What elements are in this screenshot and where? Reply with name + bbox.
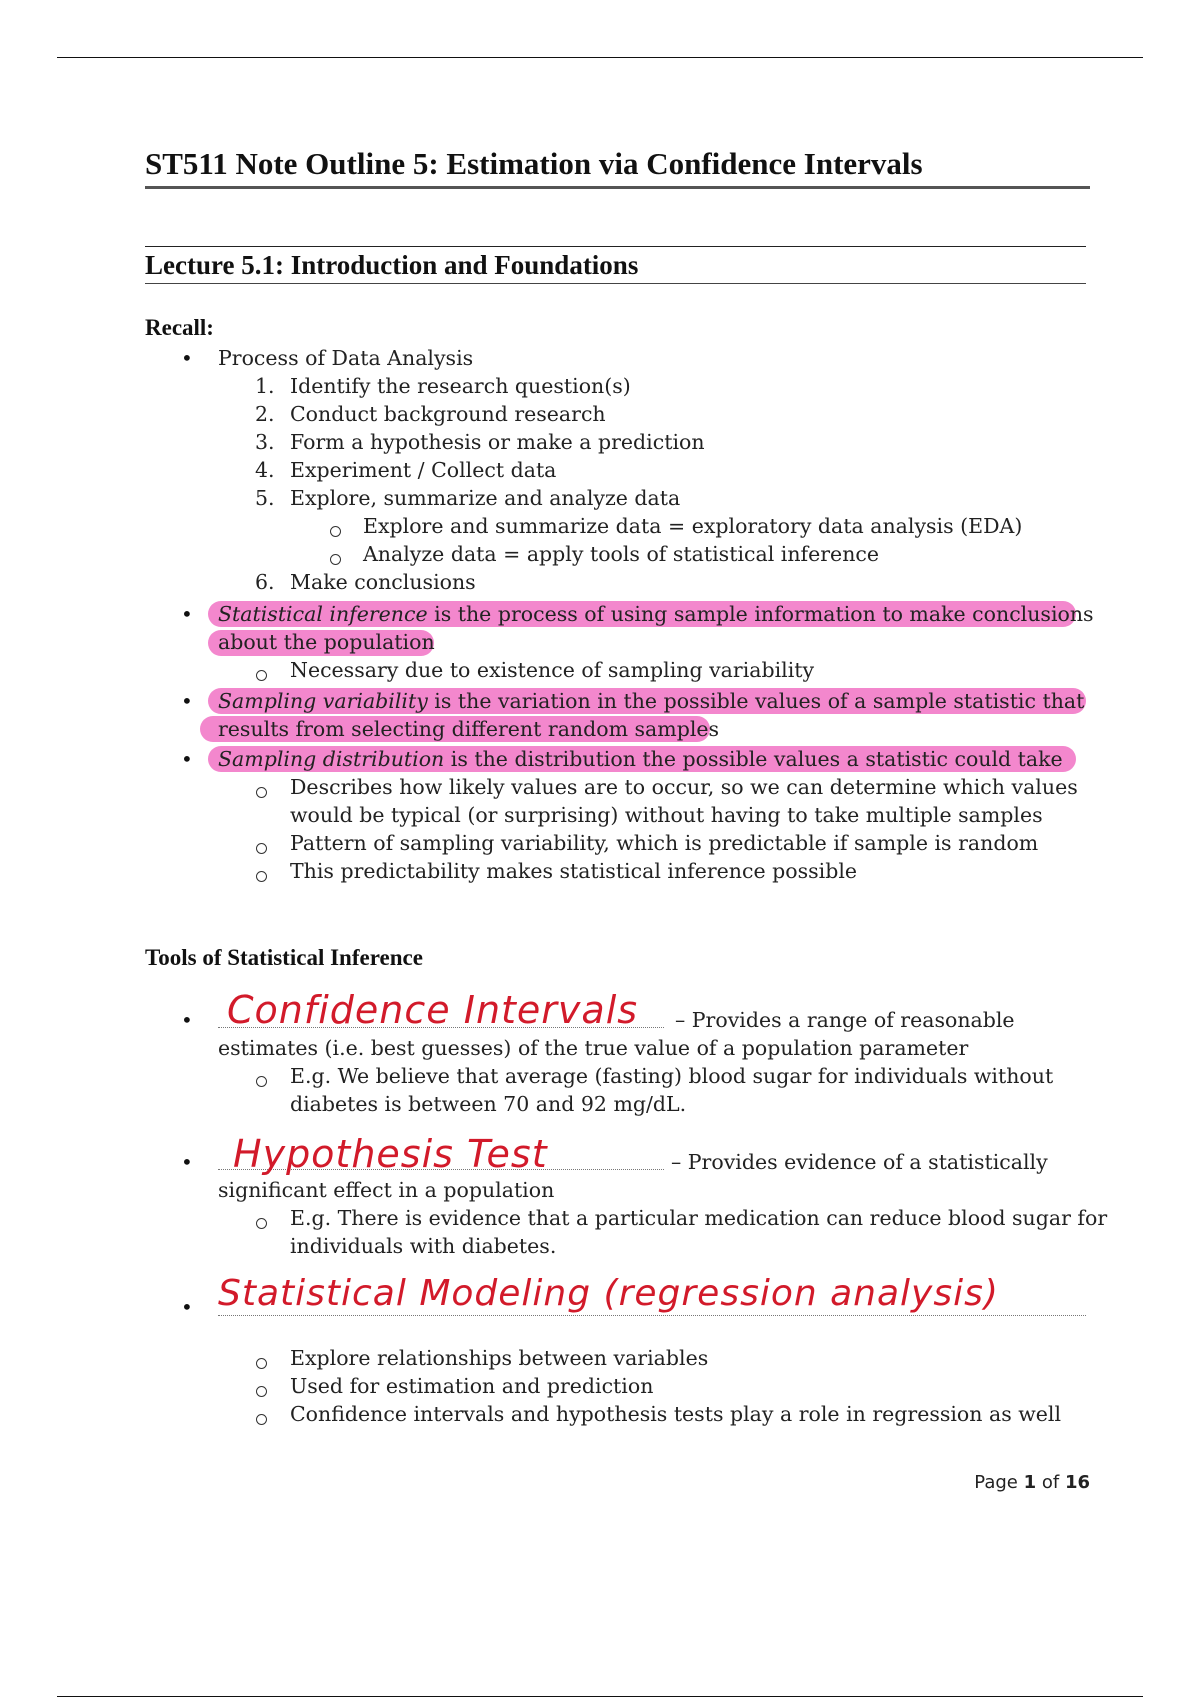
ht-description: – Provides evidence of a statistically: [671, 1150, 1048, 1174]
step-number: 6.: [255, 570, 275, 594]
bullet-icon: •: [181, 602, 193, 626]
step-text: Identify the research question(s): [290, 374, 631, 398]
step-text: Experiment / Collect data: [290, 458, 557, 482]
inference-term: Statistical inference: [218, 602, 428, 626]
page-title: ST511 Note Outline 5: Estimation via Confidence Intervals: [145, 146, 1090, 189]
ci-description: – Provides a range of reasonable: [675, 1008, 1015, 1032]
handwritten-answer: Confidence Intervals: [227, 988, 639, 1032]
sub-item: Describes how likely values are to occur, so we can determine which values: [290, 775, 1078, 799]
top-rule: [57, 57, 1143, 58]
bullet-icon: •: [181, 346, 193, 370]
bullet-icon: •: [181, 1150, 193, 1174]
sub-bullet-icon: [256, 1358, 267, 1369]
step-text: Conduct background research: [290, 402, 606, 426]
inference-text: is the process of using sample information to make conclusions: [427, 602, 1094, 626]
step-text: Form a hypothesis or make a prediction: [290, 430, 705, 454]
sub-item: Pattern of sampling variability, which is predictable if sample is random: [290, 831, 1039, 855]
sm-sub-item: Explore relationships between variables: [290, 1346, 709, 1370]
variability-text: is the variation in the possible values of a sample statistic that: [427, 689, 1085, 713]
sub-bullet-icon: [330, 554, 341, 565]
sub-item: Necessary due to existence of sampling variability: [290, 658, 815, 682]
step-number: 3.: [255, 430, 275, 454]
distribution-text: is the distribution the possible values a statistic could take: [444, 747, 1063, 771]
sub-bullet-icon: [256, 843, 267, 854]
sub-bullet-icon: [256, 787, 267, 798]
sub-bullet-icon: [330, 526, 341, 537]
ci-description-continued: estimates (i.e. best guesses) of the true value of a population parameter: [218, 1036, 969, 1060]
current-page: 1: [1023, 1472, 1037, 1493]
step-number: 2.: [255, 402, 275, 426]
sub-item: This predictability makes statistical inference possible: [290, 859, 858, 883]
bullet-icon: •: [181, 747, 193, 771]
inference-definition: [218, 600, 1094, 628]
ht-description-continued: significant effect in a population: [218, 1178, 555, 1202]
sub-item: Analyze data = apply tools of statistical inference: [363, 542, 880, 566]
variability-term: Sampling variability: [218, 689, 428, 713]
variability-definition: [218, 687, 1084, 715]
process-item: Process of Data Analysis: [218, 346, 474, 370]
sub-bullet-icon: [256, 1076, 267, 1087]
step-text: Make conclusions: [290, 570, 476, 594]
handwritten-answer: Statistical Modeling (regression analysis): [218, 1273, 999, 1314]
bullet-icon: •: [181, 1008, 193, 1032]
ht-example: E.g. There is evidence that a particular medication can reduce blood sugar for: [290, 1206, 1108, 1230]
ht-example-continued: individuals with diabetes.: [290, 1234, 557, 1258]
page-number: [974, 1472, 1090, 1493]
page-prefix: Page: [974, 1472, 1024, 1493]
sub-item-continued: would be typical (or surprising) without having to take multiple samples: [290, 803, 1043, 827]
tools-label: Tools of Statistical Inference: [145, 945, 423, 970]
step-number: 1.: [255, 374, 275, 398]
bottom-rule: [57, 1696, 1143, 1697]
recall-label: Recall:: [145, 315, 214, 340]
variability-continued: results from selecting different random samples: [218, 717, 720, 741]
lecture-heading: Lecture 5.1: Introduction and Foundations: [145, 246, 1086, 284]
sub-bullet-icon: [256, 670, 267, 681]
distribution-definition: [218, 745, 1063, 773]
sub-bullet-icon: [256, 871, 267, 882]
sm-sub-item: Confidence intervals and hypothesis tests play a role in regression as well: [290, 1402, 1062, 1426]
bullet-icon: •: [181, 1295, 193, 1319]
ci-example: E.g. We believe that average (fasting) blood sugar for individuals without: [290, 1064, 1054, 1088]
inference-continued: about the population: [218, 630, 435, 654]
total-pages: 16: [1064, 1472, 1090, 1493]
handwritten-answer: Hypothesis Test: [233, 1132, 548, 1176]
sm-sub-item: Used for estimation and prediction: [290, 1374, 654, 1398]
sub-bullet-icon: [256, 1414, 267, 1425]
distribution-term: Sampling distribution: [218, 747, 445, 771]
page-middle: of: [1036, 1472, 1065, 1493]
step-number: 4.: [255, 458, 275, 482]
sub-item: Explore and summarize data = exploratory data analysis (EDA): [363, 514, 1023, 538]
step-text: Explore, summarize and analyze data: [290, 486, 681, 510]
sub-bullet-icon: [256, 1386, 267, 1397]
bullet-icon: •: [181, 689, 193, 713]
step-number: 5.: [255, 486, 275, 510]
sub-bullet-icon: [256, 1218, 267, 1229]
ci-example-continued: diabetes is between 70 and 92 mg/dL.: [290, 1092, 687, 1116]
